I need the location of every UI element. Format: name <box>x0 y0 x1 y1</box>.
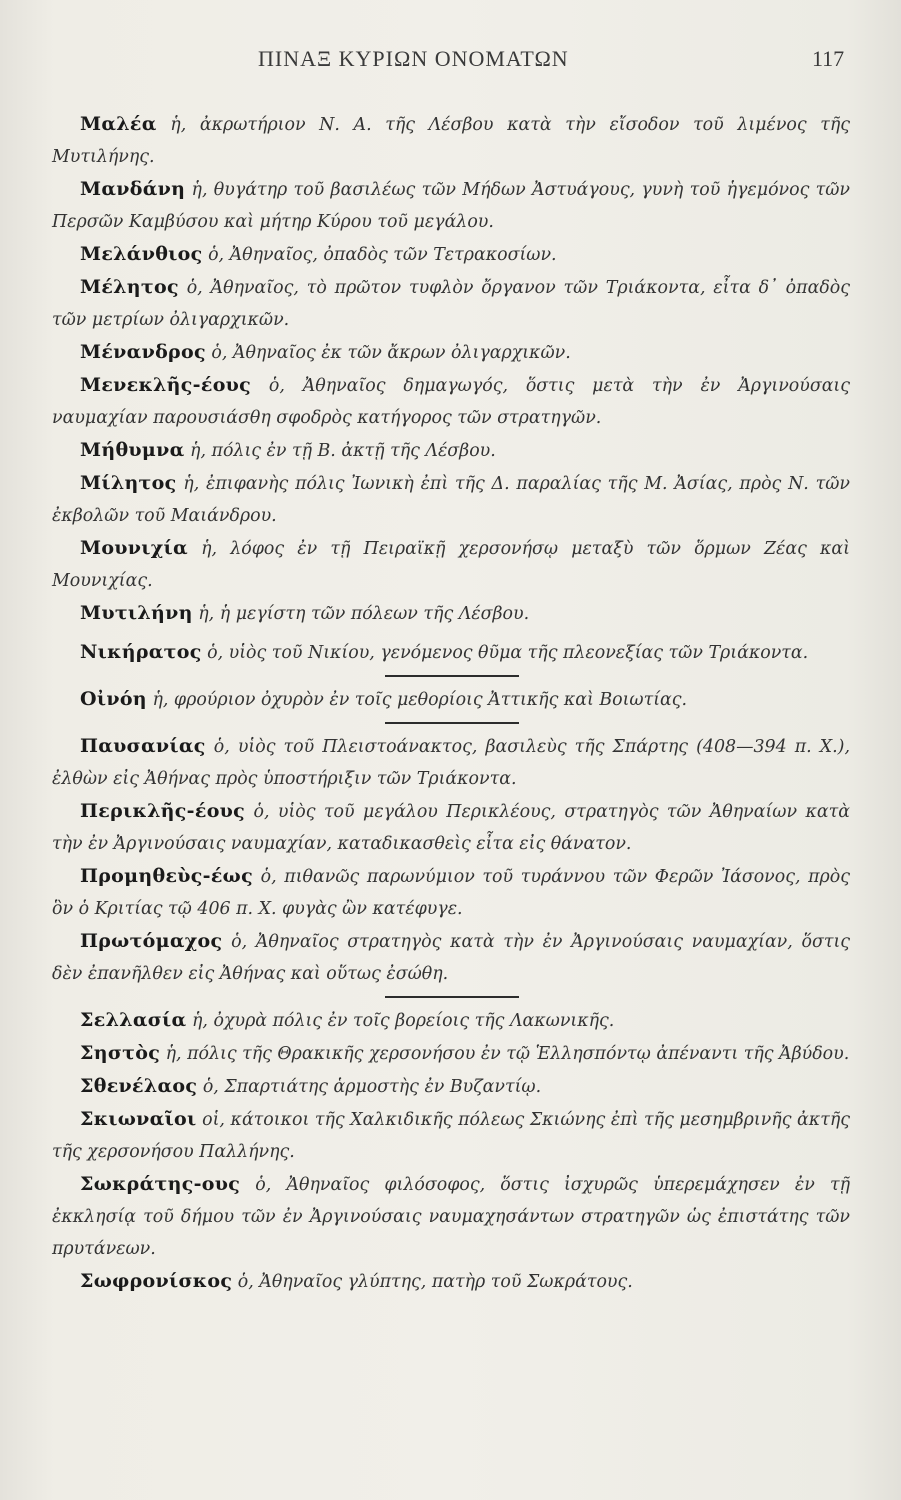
entry-text: ἡ, ἐπιφανὴς πόλις Ἰωνικὴ ἐπὶ τῆς Δ. παραλίας τῆς Μ. Ἀσίας, πρὸς Ν. τῶν ἐκβολῶν τοῦ Μαιάνδρου. <box>52 474 850 526</box>
entry-text: ἡ, πόλις ἐν τῇ Β. ἀκτῇ τῆς Λέσβου. <box>190 441 496 461</box>
entry-text: ἡ, θυγάτηρ τοῦ βασιλέως τῶν Μήδων Ἀστυάγους, γυνὴ τοῦ ἡγεμόνος τῶν Περσῶν Καμβύσου καὶ μήτηρ Κύρου τοῦ μεγάλου. <box>52 180 850 232</box>
section-divider <box>385 675 519 677</box>
index-entry <box>52 173 850 238</box>
index-entry <box>52 1168 850 1265</box>
entry-term: Προμηθεὺς-έως <box>80 865 253 887</box>
entry-text: ὁ, Ἀθηναῖος γλύπτης, πατὴρ τοῦ Σωκράτους. <box>237 1272 633 1292</box>
section-omicron <box>52 683 850 716</box>
index-entry <box>52 238 850 271</box>
index-entry <box>52 1037 850 1070</box>
index-entry <box>52 369 850 434</box>
entry-text: ὁ, Ἀθηναῖος, τὸ πρῶτον τυφλὸν ὄργανον τῶν Τριάκοντα, εἶτα δ᾽ ὀπαδὸς τῶν μετρίων ὀλιγαρχικῶν. <box>52 278 850 330</box>
entry-term: Σωκράτης-ους <box>80 1173 241 1195</box>
entry-term: Μίλητος <box>80 472 177 494</box>
entry-text: ὁ, Ἀθηναῖος δημαγωγός, ὅστις μετὰ τὴν ἐν Ἀργινούσαις ναυμαχίαν παρουσιάσθη σφοδρὸς κατήγορος τῶν στρατηγῶν. <box>52 376 850 428</box>
entry-term: Μανδάνη <box>80 178 186 200</box>
entry-text: ὁ, Σπαρτιάτης ἁρμοστὴς ἐν Βυζαντίῳ. <box>202 1077 542 1097</box>
entry-term: Σθενέλαος <box>80 1075 198 1097</box>
index-entry <box>52 532 850 597</box>
entry-term: Μήθυμνα <box>80 439 185 461</box>
index-entry <box>52 271 850 336</box>
entry-text: ἡ, ὀχυρὰ πόλις ἐν τοῖς βορείοις τῆς Λακωνικῆς. <box>192 1011 615 1031</box>
entry-text: ὁ, Ἀθηναῖος φιλόσοφος, ὅστις ἰσχυρῶς ὑπερεμάχησεν ἐν τῇ ἐκκλησίᾳ τοῦ δήμου τῶν ἐν Ἀργινούσαις ναυμαχησάντων στρατηγῶν ὡς ἐπιστάτης τῶν πρυτάνεων. <box>52 1175 851 1259</box>
index-entry <box>52 1103 850 1168</box>
entry-term: Παυσανίας <box>80 735 206 757</box>
index-entry <box>52 860 850 925</box>
entry-term: Μέλητος <box>80 276 179 298</box>
entry-text: ὁ, πιθανῶς παρωνύμιον τοῦ τυράννου τῶν Φερῶν Ἰάσονος, πρὸς ὃν ὁ Κριτίας τῷ 406 π. Χ. φυγὰς ὢν κατέφυγε. <box>52 867 850 919</box>
entry-term: Νικήρατος <box>80 641 202 663</box>
index-entry <box>52 925 850 990</box>
index-entry <box>52 683 850 716</box>
entry-text: ὁ, Ἀθηναῖος ἐκ τῶν ἄκρων ὀλιγαρχικῶν. <box>211 343 571 363</box>
entry-term: Σκιωναῖοι <box>80 1108 197 1130</box>
entry-term: Μουνιχία <box>80 537 188 559</box>
section-divider <box>385 996 519 998</box>
entry-term: Σηστὸς <box>80 1042 161 1064</box>
index-entry <box>52 336 850 369</box>
index-entry <box>52 1265 850 1298</box>
entry-term: Μενεκλῆς-έους <box>80 374 252 396</box>
section-nu <box>52 636 850 669</box>
entry-text: ἡ, ἡ μεγίστη τῶν πόλεων τῆς Λέσβου. <box>198 604 530 624</box>
index-entry <box>52 467 850 532</box>
section-divider <box>385 722 519 724</box>
entry-term: Πρωτόμαχος <box>80 930 223 952</box>
entry-text: ἡ, λόφος ἐν τῇ Πειραϊκῇ χερσονήσῳ μεταξὺ τῶν ὅρμων Ζέας καὶ Μουνιχίας. <box>52 539 850 591</box>
index-entry <box>52 108 850 173</box>
index-entry <box>52 597 850 630</box>
index-body <box>52 108 850 1298</box>
entry-text: ἡ, ἀκρωτήριον Ν. Α. τῆς Λέσβου κατὰ τὴν εἴσοδον τοῦ λιμένος τῆς Μυτιλήνης. <box>52 115 850 167</box>
page-header <box>0 46 901 76</box>
entry-term: Μυτιλήνη <box>80 602 193 624</box>
entry-term: Σωφρονίσκος <box>80 1270 233 1292</box>
entry-text: ἡ, πόλις τῆς Θρακικῆς χερσονήσου ἐν τῷ Ἑλλησπόντῳ ἀπέναντι τῆς Ἀβύδου. <box>165 1044 850 1064</box>
entry-term: Περικλῆς-έους <box>80 800 246 822</box>
page-number: 117 <box>812 46 845 71</box>
entry-text: ὁ, υἱὸς τοῦ μεγάλου Περικλέους, στρατηγὸς τῶν Ἀθηναίων κατὰ τὴν ἐν Ἀργινούσαις ναυμαχίαν, καταδικασθεὶς εἶτα εἰς θάνατον. <box>52 802 850 854</box>
section-pi <box>52 730 850 990</box>
entry-text: ὁ, Ἀθηναῖος στρατηγὸς κατὰ τὴν ἐν Ἀργινούσαις ναυμαχίαν, ὅστις δὲν ἐπανῆλθεν εἰς Ἀθήνας καὶ οὕτως ἐσώθη. <box>52 932 850 984</box>
entry-term: Μένανδρος <box>80 341 206 363</box>
section-mu <box>52 108 850 630</box>
entry-text: ὁ, υἱὸς τοῦ Πλειστοάνακτος, βασιλεὺς τῆς Σπάρτης (408—394 π. Χ.), ἐλθὼν εἰς Ἀθήνας πρὸς ὑποστήριξιν τῶν Τριάκοντα. <box>52 737 850 789</box>
entry-term: Οἰνόη <box>80 688 147 710</box>
entry-term: Μαλέα <box>80 113 157 135</box>
section-sigma <box>52 1004 850 1298</box>
running-title: ΠΙΝΑΞ ΚΥΡΙΩΝ ΟΝΟΜΑΤΩΝ <box>258 46 569 71</box>
index-entry <box>52 636 850 669</box>
entry-text: ἡ, φρούριον ὀχυρὸν ἐν τοῖς μεθορίοις Ἀττικῆς καὶ Βοιωτίας. <box>152 690 688 710</box>
entry-text: ὁ, υἱὸς τοῦ Νικίου, γενόμενος θῦμα τῆς πλεονεξίας τῶν Τριάκοντα. <box>207 643 809 663</box>
entry-text: ὁ, Ἀθηναῖος, ὀπαδὸς τῶν Τετρακοσίων. <box>208 245 557 265</box>
entry-term: Μελάνθιος <box>80 243 203 265</box>
index-entry <box>52 1070 850 1103</box>
entry-term: Σελλασία <box>80 1009 187 1031</box>
index-entry <box>52 1004 850 1037</box>
index-entry <box>52 434 850 467</box>
index-entry <box>52 795 850 860</box>
index-entry <box>52 730 850 795</box>
entry-text: οἱ, κάτοικοι τῆς Χαλκιδικῆς πόλεως Σκιώνης ἐπὶ τῆς μεσημβρινῆς ἀκτῆς τῆς χερσονήσου Παλλήνης. <box>52 1110 850 1162</box>
